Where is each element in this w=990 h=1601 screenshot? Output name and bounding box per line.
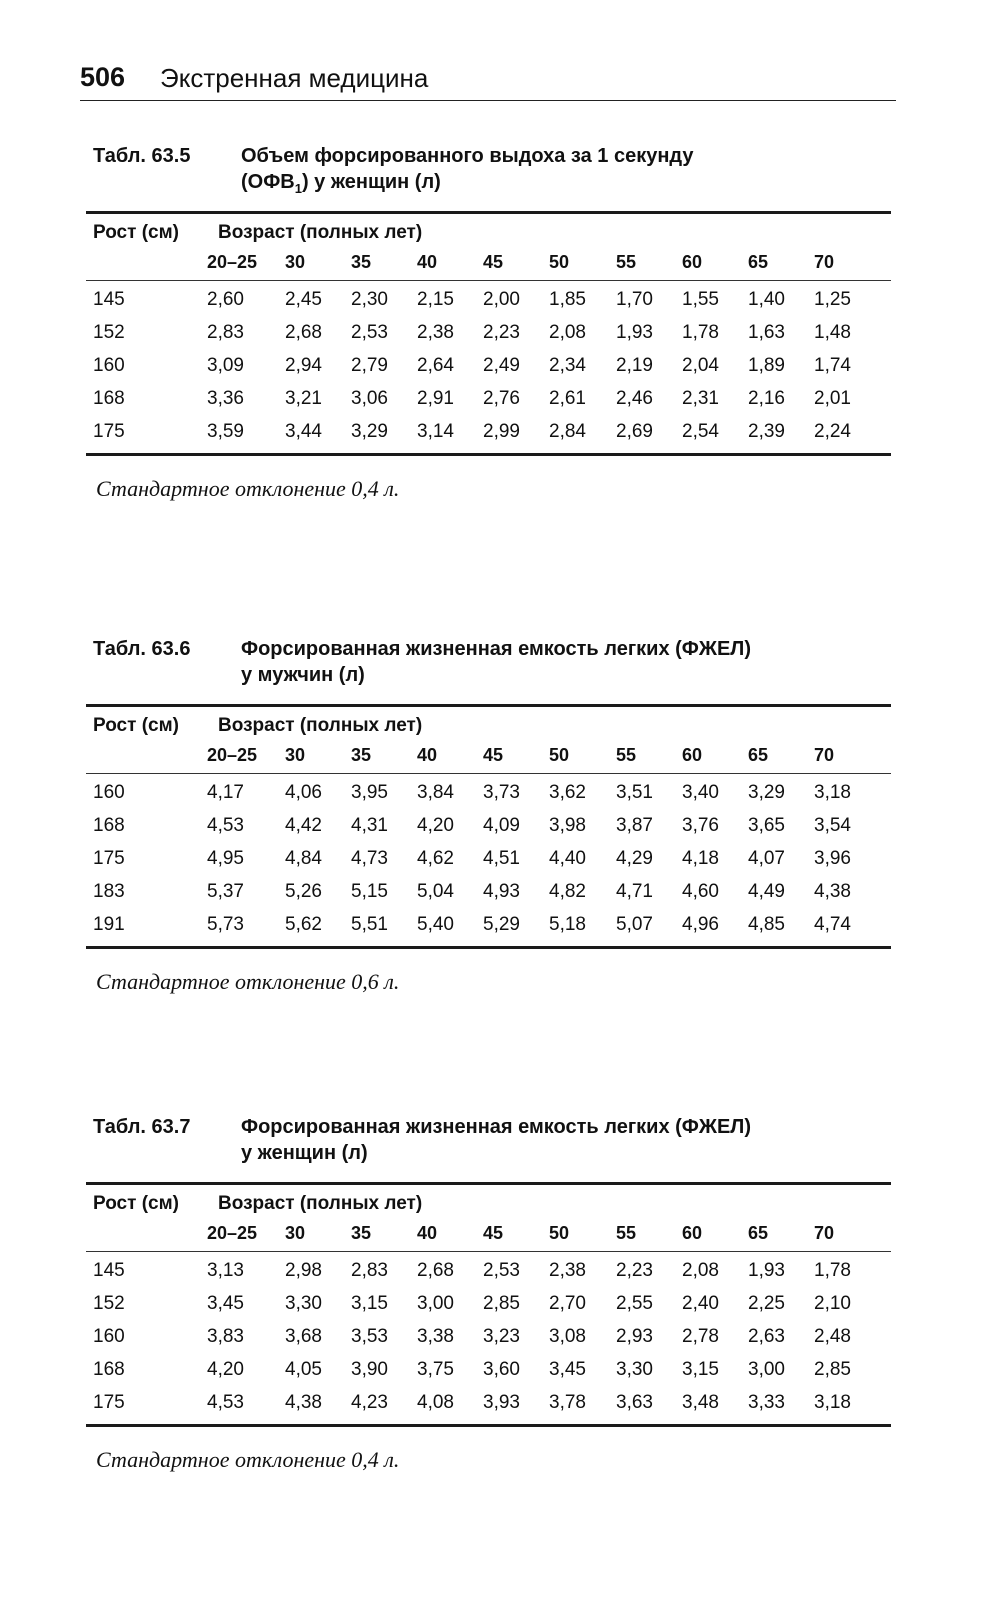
value-cell: 2,70 [549, 1293, 586, 1314]
page-header [80, 62, 896, 101]
age-header: 60 [682, 252, 703, 272]
value-cell: 2,15 [417, 289, 454, 310]
table-caption [86, 143, 891, 203]
value-cell: 2,61 [549, 388, 586, 409]
value-cell: 4,20 [417, 815, 454, 836]
value-cell: 2,53 [351, 322, 388, 343]
age-header-row [86, 1220, 891, 1251]
height-cell: 175 [93, 848, 125, 869]
value-cell: 4,85 [748, 914, 785, 935]
value-cell: 2,08 [682, 1260, 719, 1281]
table-title [241, 1114, 881, 1166]
table-row [86, 351, 891, 384]
table-row [86, 910, 891, 943]
value-cell: 5,04 [417, 881, 454, 902]
title-part: ) у женщин (л) [301, 171, 441, 193]
value-cell: 3,36 [207, 388, 244, 409]
value-cell: 4,38 [285, 1392, 322, 1413]
value-cell: 2,85 [814, 1359, 851, 1380]
value-cell: 2,60 [207, 289, 244, 310]
value-cell: 2,83 [351, 1260, 388, 1281]
value-cell: 3,29 [351, 421, 388, 442]
value-cell: 3,84 [417, 782, 454, 803]
value-cell: 5,40 [417, 914, 454, 935]
age-column-header: Возраст (полных лет) [218, 1193, 423, 1214]
value-cell: 4,51 [483, 848, 520, 869]
age-header: 20–25 [207, 252, 258, 272]
value-cell: 3,95 [351, 782, 388, 803]
value-cell: 2,69 [616, 421, 653, 442]
value-cell: 2,30 [351, 289, 388, 310]
table-row [86, 285, 891, 318]
age-header: 65 [748, 252, 769, 272]
value-cell: 4,20 [207, 1359, 244, 1380]
age-header: 30 [285, 745, 306, 765]
age-header: 35 [351, 745, 372, 765]
value-cell: 3,59 [207, 421, 244, 442]
age-header: 20–25 [207, 745, 258, 765]
value-cell: 3,53 [351, 1326, 388, 1347]
value-cell: 2,23 [616, 1260, 653, 1281]
value-cell: 2,00 [483, 289, 520, 310]
value-cell: 3,96 [814, 848, 851, 869]
value-cell: 2,63 [748, 1326, 785, 1347]
table-row [86, 318, 891, 351]
age-header: 50 [549, 745, 570, 765]
value-cell: 5,51 [351, 914, 388, 935]
value-cell: 2,84 [549, 421, 586, 442]
value-cell: 2,99 [483, 421, 520, 442]
height-cell: 160 [93, 782, 125, 803]
value-cell: 3,18 [814, 782, 851, 803]
table-63-5 [86, 143, 891, 502]
value-cell: 4,74 [814, 914, 851, 935]
value-cell: 2,25 [748, 1293, 785, 1314]
value-cell: 3,08 [549, 1326, 586, 1347]
value-cell: 5,07 [616, 914, 653, 935]
running-title: Экстренная медицина [160, 63, 429, 93]
height-cell: 191 [93, 914, 125, 935]
table-row [86, 384, 891, 417]
value-cell: 3,30 [616, 1359, 653, 1380]
value-cell: 2,23 [483, 322, 520, 343]
value-cell: 3,48 [682, 1392, 719, 1413]
value-cell: 1,78 [682, 322, 719, 343]
title-subscript: 1 [294, 181, 302, 196]
height-cell: 152 [93, 322, 125, 343]
height-cell: 160 [93, 1326, 125, 1347]
table-caption [86, 1114, 891, 1174]
value-cell: 4,62 [417, 848, 454, 869]
table-label: Табл. 63.6 [93, 638, 191, 660]
table-row [86, 1388, 891, 1421]
height-cell: 168 [93, 388, 125, 409]
value-cell: 2,39 [748, 421, 785, 442]
table-row [86, 1256, 891, 1289]
age-header-row [86, 742, 891, 773]
value-cell: 4,84 [285, 848, 322, 869]
value-cell: 2,68 [285, 322, 322, 343]
age-header: 70 [814, 1223, 835, 1243]
value-cell: 1,63 [748, 322, 785, 343]
value-cell: 3,98 [549, 815, 586, 836]
value-cell: 5,18 [549, 914, 586, 935]
age-header: 70 [814, 745, 835, 765]
value-cell: 3,68 [285, 1326, 322, 1347]
value-cell: 3,75 [417, 1359, 454, 1380]
age-header: 45 [483, 745, 504, 765]
value-cell: 1,74 [814, 355, 851, 376]
value-cell: 4,40 [549, 848, 586, 869]
table-body [86, 774, 891, 946]
value-cell: 3,73 [483, 782, 520, 803]
value-cell: 1,89 [748, 355, 785, 376]
value-cell: 2,68 [417, 1260, 454, 1281]
table-row [86, 811, 891, 844]
table-title-line2: у мужчин (л) [241, 664, 365, 686]
value-cell: 3,65 [748, 815, 785, 836]
height-column-header: Рост (см) [93, 222, 179, 243]
age-header: 45 [483, 1223, 504, 1243]
value-cell: 3,40 [682, 782, 719, 803]
value-cell: 4,60 [682, 881, 719, 902]
title-part: (ОФВ [241, 171, 295, 193]
height-cell: 183 [93, 881, 125, 902]
value-cell: 4,18 [682, 848, 719, 869]
value-cell: 3,38 [417, 1326, 454, 1347]
age-header: 60 [682, 1223, 703, 1243]
value-cell: 3,00 [748, 1359, 785, 1380]
value-cell: 4,42 [285, 815, 322, 836]
table-row [86, 844, 891, 877]
height-column-header: Рост (см) [93, 715, 179, 736]
age-header: 70 [814, 252, 835, 272]
value-cell: 2,46 [616, 388, 653, 409]
value-cell: 4,49 [748, 881, 785, 902]
value-cell: 4,93 [483, 881, 520, 902]
value-cell: 4,07 [748, 848, 785, 869]
value-cell: 3,33 [748, 1392, 785, 1413]
value-cell: 2,98 [285, 1260, 322, 1281]
value-cell: 3,44 [285, 421, 322, 442]
table-row [86, 877, 891, 910]
value-cell: 5,73 [207, 914, 244, 935]
age-header: 50 [549, 1223, 570, 1243]
height-cell: 152 [93, 1293, 125, 1314]
value-cell: 3,21 [285, 388, 322, 409]
value-cell: 2,54 [682, 421, 719, 442]
age-header: 30 [285, 1223, 306, 1243]
value-cell: 4,31 [351, 815, 388, 836]
value-cell: 2,10 [814, 1293, 851, 1314]
value-cell: 2,38 [417, 322, 454, 343]
value-cell: 4,38 [814, 881, 851, 902]
value-cell: 3,51 [616, 782, 653, 803]
age-column-header: Возраст (полных лет) [218, 715, 423, 736]
table-body [86, 1252, 891, 1424]
value-cell: 2,91 [417, 388, 454, 409]
table-note: Стандартное отклонение 0,6 л. [96, 969, 400, 994]
value-cell: 3,09 [207, 355, 244, 376]
value-cell: 5,29 [483, 914, 520, 935]
value-cell: 3,15 [682, 1359, 719, 1380]
bottom-rule [86, 453, 891, 456]
table-title [241, 636, 881, 688]
age-header: 45 [483, 252, 504, 272]
value-cell: 3,06 [351, 388, 388, 409]
table-title-line2: у женщин (л) [241, 1142, 368, 1164]
age-header: 55 [616, 745, 637, 765]
table-row [86, 1322, 891, 1355]
value-cell: 3,13 [207, 1260, 244, 1281]
table-title-line1: Форсированная жизненная емкость легких (ФЖЕЛ) [241, 1116, 751, 1138]
value-cell: 2,08 [549, 322, 586, 343]
age-header: 40 [417, 1223, 438, 1243]
bottom-rule [86, 946, 891, 949]
value-cell: 4,29 [616, 848, 653, 869]
value-cell: 5,37 [207, 881, 244, 902]
table-caption [86, 636, 891, 696]
age-header: 65 [748, 1223, 769, 1243]
value-cell: 3,62 [549, 782, 586, 803]
value-cell: 1,70 [616, 289, 653, 310]
age-header: 40 [417, 745, 438, 765]
table-row [86, 1355, 891, 1388]
value-cell: 3,23 [483, 1326, 520, 1347]
value-cell: 4,71 [616, 881, 653, 902]
value-cell: 3,45 [207, 1293, 244, 1314]
value-cell: 2,55 [616, 1293, 653, 1314]
table-note: Стандартное отклонение 0,4 л. [96, 1447, 400, 1472]
height-column-header: Рост (см) [93, 1193, 179, 1214]
value-cell: 3,18 [814, 1392, 851, 1413]
value-cell: 3,14 [417, 421, 454, 442]
value-cell: 2,64 [417, 355, 454, 376]
value-cell: 5,62 [285, 914, 322, 935]
age-header: 50 [549, 252, 570, 272]
value-cell: 4,73 [351, 848, 388, 869]
value-cell: 2,49 [483, 355, 520, 376]
value-cell: 3,93 [483, 1392, 520, 1413]
bottom-rule [86, 1424, 891, 1427]
table-label: Табл. 63.7 [93, 1116, 191, 1138]
value-cell: 1,85 [549, 289, 586, 310]
value-cell: 3,87 [616, 815, 653, 836]
age-header: 30 [285, 252, 306, 272]
header-row [86, 707, 891, 742]
table-note: Стандартное отклонение 0,4 л. [96, 476, 400, 501]
value-cell: 3,45 [549, 1359, 586, 1380]
value-cell: 2,40 [682, 1293, 719, 1314]
height-cell: 168 [93, 1359, 125, 1380]
value-cell: 1,78 [814, 1260, 851, 1281]
value-cell: 2,04 [682, 355, 719, 376]
value-cell: 2,83 [207, 322, 244, 343]
value-cell: 3,83 [207, 1326, 244, 1347]
table-label: Табл. 63.5 [93, 145, 191, 167]
value-cell: 3,90 [351, 1359, 388, 1380]
value-cell: 4,82 [549, 881, 586, 902]
table-title-line1: Объем форсированного выдоха за 1 секунду [241, 145, 694, 167]
header-row [86, 214, 891, 249]
value-cell: 3,29 [748, 782, 785, 803]
value-cell: 2,85 [483, 1293, 520, 1314]
age-header: 35 [351, 1223, 372, 1243]
header-row [86, 1185, 891, 1220]
age-header: 55 [616, 1223, 637, 1243]
table-row [86, 417, 891, 450]
age-header: 40 [417, 252, 438, 272]
value-cell: 4,05 [285, 1359, 322, 1380]
table-title [241, 143, 881, 202]
value-cell: 1,93 [748, 1260, 785, 1281]
age-column-header: Возраст (полных лет) [218, 222, 423, 243]
value-cell: 2,53 [483, 1260, 520, 1281]
table-title-line2 [241, 169, 881, 202]
value-cell: 1,25 [814, 289, 851, 310]
value-cell: 3,60 [483, 1359, 520, 1380]
value-cell: 5,15 [351, 881, 388, 902]
value-cell: 2,79 [351, 355, 388, 376]
height-cell: 160 [93, 355, 125, 376]
value-cell: 5,26 [285, 881, 322, 902]
value-cell: 2,93 [616, 1326, 653, 1347]
value-cell: 3,30 [285, 1293, 322, 1314]
age-header: 35 [351, 252, 372, 272]
value-cell: 4,09 [483, 815, 520, 836]
value-cell: 1,48 [814, 322, 851, 343]
value-cell: 2,24 [814, 421, 851, 442]
value-cell: 1,93 [616, 322, 653, 343]
value-cell: 1,55 [682, 289, 719, 310]
height-cell: 168 [93, 815, 125, 836]
table-row [86, 778, 891, 811]
value-cell: 4,96 [682, 914, 719, 935]
value-cell: 3,78 [549, 1392, 586, 1413]
value-cell: 2,38 [549, 1260, 586, 1281]
value-cell: 4,53 [207, 815, 244, 836]
value-cell: 4,53 [207, 1392, 244, 1413]
age-header-row [86, 249, 891, 280]
value-cell: 4,23 [351, 1392, 388, 1413]
value-cell: 2,01 [814, 388, 851, 409]
value-cell: 3,76 [682, 815, 719, 836]
page-number: 506 [80, 62, 126, 92]
age-header: 65 [748, 745, 769, 765]
value-cell: 3,63 [616, 1392, 653, 1413]
table-63-7 [86, 1114, 891, 1473]
height-cell: 175 [93, 421, 125, 442]
value-cell: 4,95 [207, 848, 244, 869]
table-title-line1: Форсированная жизненная емкость легких (ФЖЕЛ) [241, 638, 751, 660]
value-cell: 4,06 [285, 782, 322, 803]
table-63-6 [86, 636, 891, 995]
value-cell: 2,16 [748, 388, 785, 409]
value-cell: 3,54 [814, 815, 851, 836]
value-cell: 2,34 [549, 355, 586, 376]
table-row [86, 1289, 891, 1322]
height-cell: 145 [93, 1260, 125, 1281]
value-cell: 4,08 [417, 1392, 454, 1413]
age-header: 55 [616, 252, 637, 272]
table-body [86, 281, 891, 453]
value-cell: 2,19 [616, 355, 653, 376]
value-cell: 1,40 [748, 289, 785, 310]
value-cell: 2,94 [285, 355, 322, 376]
value-cell: 2,45 [285, 289, 322, 310]
value-cell: 4,17 [207, 782, 244, 803]
value-cell: 2,48 [814, 1326, 851, 1347]
value-cell: 2,76 [483, 388, 520, 409]
height-cell: 145 [93, 289, 125, 310]
value-cell: 3,00 [417, 1293, 454, 1314]
value-cell: 2,78 [682, 1326, 719, 1347]
value-cell: 2,31 [682, 388, 719, 409]
value-cell: 3,15 [351, 1293, 388, 1314]
age-header: 60 [682, 745, 703, 765]
age-header: 20–25 [207, 1223, 258, 1243]
height-cell: 175 [93, 1392, 125, 1413]
